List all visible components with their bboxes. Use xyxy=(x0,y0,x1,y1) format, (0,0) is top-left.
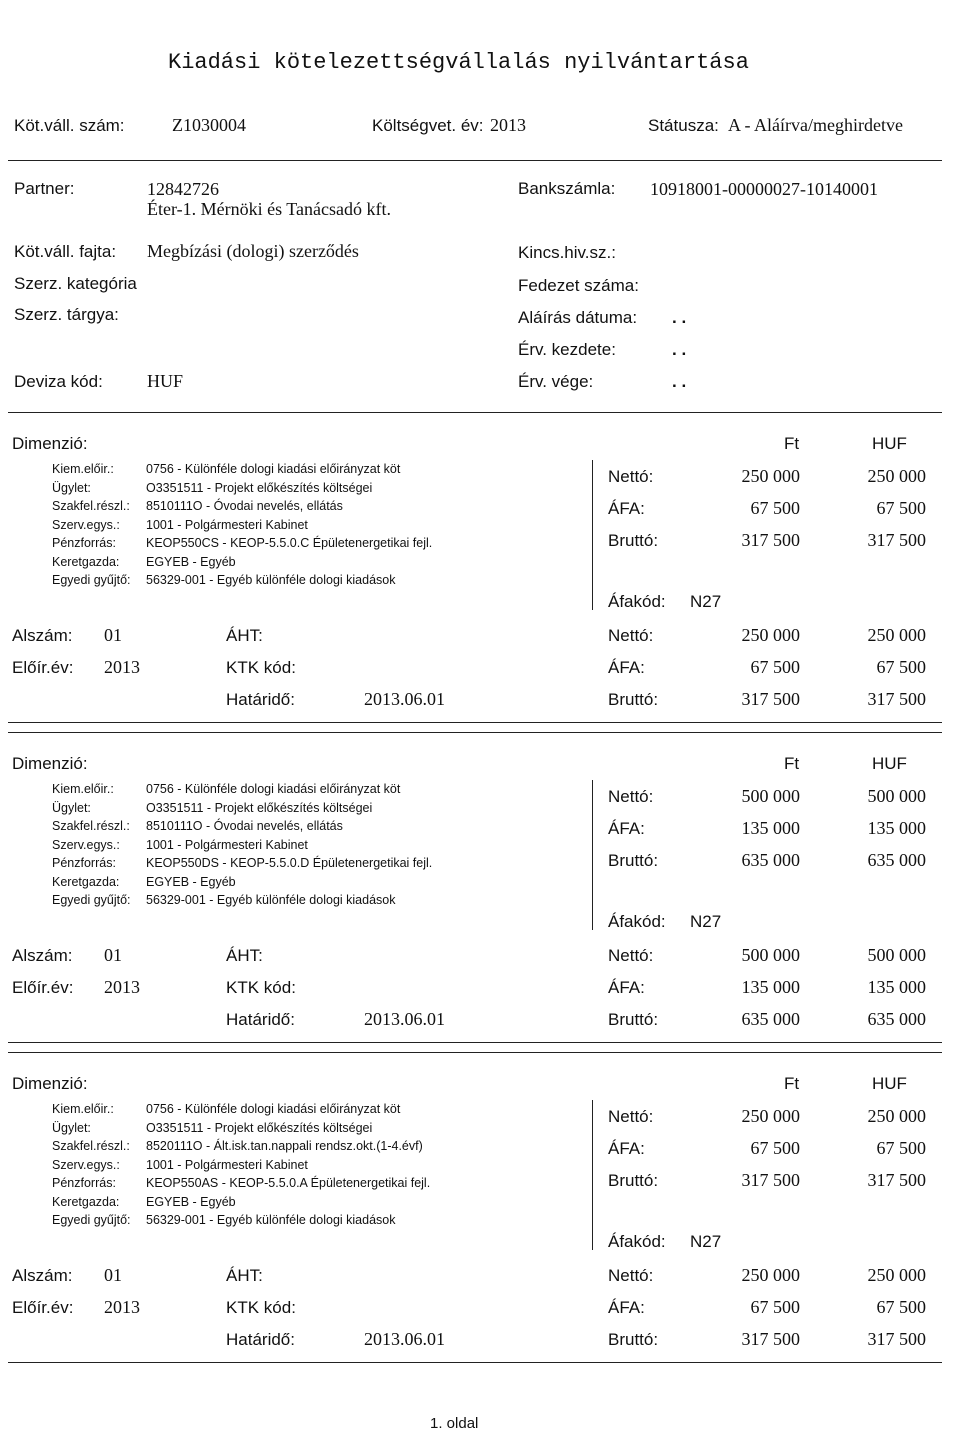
brutto2-huf-value: 317 500 xyxy=(867,689,926,709)
afakod-value: N27 xyxy=(690,592,722,611)
ft-column-header: Ft xyxy=(784,754,800,773)
bank-label: Bankszámla: xyxy=(518,179,616,198)
kezdete-value: . . xyxy=(672,340,687,359)
hatarido-label: Határidő: xyxy=(226,1330,295,1349)
kiem-label: Kiem.előir.: xyxy=(52,1102,114,1116)
section-bottom-divider xyxy=(8,1042,942,1043)
vege-value: . . xyxy=(672,372,687,391)
szakfel-value: 8520111O - Ált.isk.tan.nappali rendsz.okt.(1-4.évf) xyxy=(146,1139,423,1153)
alszam-label: Alszám: xyxy=(12,626,73,645)
szakfel-label: Szakfel.részl.: xyxy=(52,499,130,513)
section-top-divider xyxy=(8,732,942,733)
brutto-huf-value: 635 000 xyxy=(867,850,926,870)
ft-column-header: Ft xyxy=(784,1074,800,1093)
netto-label: Nettó: xyxy=(608,1107,654,1126)
targya-label: Szerz. tárgya: xyxy=(14,305,119,324)
fajta-label: Köt.váll. fajta: xyxy=(14,242,117,261)
netto-ft-value: 500 000 xyxy=(741,786,800,806)
partner-name: Éter-1. Mérnöki és Tanácsadó kft. xyxy=(147,199,391,219)
netto2-ft-value: 250 000 xyxy=(741,1265,800,1285)
szerv-value: 1001 - Polgármesteri Kabinet xyxy=(146,1157,308,1172)
ugylet-label: Ügylet: xyxy=(52,800,91,815)
kategoria-label: Szerz. kategória xyxy=(14,274,137,293)
kincs-label: Kincs.hiv.sz.: xyxy=(518,243,616,262)
netto2-label: Nettó: xyxy=(608,1266,654,1285)
afa2-ft-value: 67 500 xyxy=(750,1297,800,1317)
afakod-label: Áfakód: xyxy=(608,592,666,611)
egyedi-value: 56329-001 - Egyéb különféle dologi kiadások xyxy=(146,893,396,907)
penzforras-label: Pénzforrás: xyxy=(52,1176,116,1190)
egyedi-label: Egyedi gyűjtő: xyxy=(52,1213,131,1227)
afa2-label: ÁFA: xyxy=(608,978,645,997)
ugylet-label: Ügylet: xyxy=(52,1120,91,1135)
brutto-ft-value: 317 500 xyxy=(741,1170,800,1190)
page-number: 1. oldal xyxy=(430,1415,479,1432)
partner-code: 12842726 xyxy=(147,179,219,199)
szerv-value: 1001 - Polgármesteri Kabinet xyxy=(146,517,308,532)
szerv-label: Szerv.egys.: xyxy=(52,837,120,852)
hatarido-value: 2013.06.01 xyxy=(364,1329,445,1349)
totals-divider xyxy=(592,460,593,610)
section-top-divider xyxy=(8,1052,942,1053)
dimenzio-label: Dimenzió: xyxy=(12,754,88,773)
hatarido-value: 2013.06.01 xyxy=(364,689,445,709)
keretgazda-value: EGYEB - Egyéb xyxy=(146,874,236,889)
alszam-value: 01 xyxy=(104,1265,122,1285)
kiem-label: Kiem.előir.: xyxy=(52,782,114,796)
totals-divider xyxy=(592,780,593,930)
vege-label: Érv. vége: xyxy=(518,372,594,391)
afa-label: ÁFA: xyxy=(608,819,645,838)
netto-huf-value: 250 000 xyxy=(867,1106,926,1126)
deviza-label: Deviza kód: xyxy=(14,372,103,391)
koltsegvet-label: Költségvet. év: xyxy=(372,116,484,135)
afa2-ft-value: 135 000 xyxy=(741,977,800,997)
szerv-value: 1001 - Polgármesteri Kabinet xyxy=(146,837,308,852)
netto2-label: Nettó: xyxy=(608,946,654,965)
afakod-value: N27 xyxy=(690,1232,722,1251)
egyedi-label: Egyedi gyűjtő: xyxy=(52,893,131,907)
brutto2-label: Bruttó: xyxy=(608,690,659,709)
ft-column-header: Ft xyxy=(784,434,800,453)
netto2-huf-value: 250 000 xyxy=(867,1265,926,1285)
status-value: A - Aláírva/meghirdetve xyxy=(728,115,903,135)
hatarido-label: Határidő: xyxy=(226,1010,295,1029)
brutto-ft-value: 635 000 xyxy=(741,850,800,870)
afa-huf-value: 67 500 xyxy=(876,498,926,518)
afa2-label: ÁFA: xyxy=(608,658,645,677)
eloir-label: Előír.év: xyxy=(12,978,74,997)
netto2-huf-value: 250 000 xyxy=(867,625,926,645)
netto2-ft-value: 250 000 xyxy=(741,625,800,645)
afa2-ft-value: 67 500 xyxy=(750,657,800,677)
ktk-label: KTK kód: xyxy=(226,658,296,677)
szakfel-value: 8510111O - Óvodai nevelés, ellátás xyxy=(146,819,343,833)
hatarido-value: 2013.06.01 xyxy=(364,1009,445,1029)
alszam-label: Alszám: xyxy=(12,1266,73,1285)
aht-label: ÁHT: xyxy=(226,1266,263,1285)
fajta-value: Megbízási (dologi) szerződés xyxy=(147,241,359,261)
netto-huf-value: 500 000 xyxy=(867,786,926,806)
dimenzio-label: Dimenzió: xyxy=(12,1074,88,1093)
ktk-label: KTK kód: xyxy=(226,978,296,997)
aht-label: ÁHT: xyxy=(226,626,263,645)
hatarido-label: Határidő: xyxy=(226,690,295,709)
penzforras-label: Pénzforrás: xyxy=(52,856,116,870)
afa-ft-value: 67 500 xyxy=(750,1138,800,1158)
brutto2-huf-value: 635 000 xyxy=(867,1009,926,1029)
brutto-label: Bruttó: xyxy=(608,1171,659,1190)
kiem-value: 0756 - Különféle dologi kiadási előirányzat köt xyxy=(146,1102,401,1116)
eloir-value: 2013 xyxy=(104,977,140,997)
afa-huf-value: 67 500 xyxy=(876,1138,926,1158)
netto-label: Nettó: xyxy=(608,787,654,806)
szakfel-label: Szakfel.részl.: xyxy=(52,1139,130,1153)
afa-label: ÁFA: xyxy=(608,1139,645,1158)
afa-huf-value: 135 000 xyxy=(867,818,926,838)
afakod-label: Áfakód: xyxy=(608,912,666,931)
koltsegvet-value: 2013 xyxy=(490,115,526,135)
egyedi-label: Egyedi gyűjtő: xyxy=(52,573,131,587)
keretgazda-value: EGYEB - Egyéb xyxy=(146,1194,236,1209)
netto-label: Nettó: xyxy=(608,467,654,486)
afa-ft-value: 67 500 xyxy=(750,498,800,518)
bank-value: 10918001-00000027-10140001 xyxy=(650,179,878,199)
brutto-huf-value: 317 500 xyxy=(867,530,926,550)
alszam-label: Alszám: xyxy=(12,946,73,965)
kotvall-label: Köt.váll. szám: xyxy=(14,116,125,135)
brutto2-label: Bruttó: xyxy=(608,1330,659,1349)
netto-ft-value: 250 000 xyxy=(741,466,800,486)
section-bottom-divider xyxy=(8,722,942,723)
eloir-value: 2013 xyxy=(104,657,140,677)
brutto-label: Bruttó: xyxy=(608,851,659,870)
huf-column-header: HUF xyxy=(872,434,907,453)
kiem-value: 0756 - Különféle dologi kiadási előirányzat köt xyxy=(146,462,401,476)
szakfel-value: 8510111O - Óvodai nevelés, ellátás xyxy=(146,499,343,513)
keretgazda-label: Keretgazda: xyxy=(52,874,120,889)
ugylet-value: O3351511 - Projekt előkészítés költségei xyxy=(146,480,373,495)
szerv-label: Szerv.egys.: xyxy=(52,1157,120,1172)
netto2-huf-value: 500 000 xyxy=(867,945,926,965)
brutto-huf-value: 317 500 xyxy=(867,1170,926,1190)
page-title: Kiadási kötelezettségvállalás nyilvántartása xyxy=(168,50,749,75)
keretgazda-label: Keretgazda: xyxy=(52,1194,120,1209)
status-label: Státusza: xyxy=(648,116,719,135)
afa2-huf-value: 67 500 xyxy=(876,657,926,677)
kiem-value: 0756 - Különféle dologi kiadási előirányzat köt xyxy=(146,782,401,796)
keretgazda-value: EGYEB - Egyéb xyxy=(146,554,236,569)
section-bottom-divider xyxy=(8,1362,942,1363)
partner-label: Partner: xyxy=(14,179,75,198)
penzforras-label: Pénzforrás: xyxy=(52,536,116,550)
afa2-label: ÁFA: xyxy=(608,1298,645,1317)
ugylet-value: O3351511 - Projekt előkészítés költségei xyxy=(146,1120,373,1135)
eloir-label: Előír.év: xyxy=(12,658,74,677)
section-top-divider xyxy=(8,412,942,413)
eloir-label: Előír.év: xyxy=(12,1298,74,1317)
brutto-label: Bruttó: xyxy=(608,531,659,550)
netto2-ft-value: 500 000 xyxy=(741,945,800,965)
afakod-value: N27 xyxy=(690,912,722,931)
afa2-huf-value: 67 500 xyxy=(876,1297,926,1317)
kezdete-label: Érv. kezdete: xyxy=(518,340,616,359)
afa-label: ÁFA: xyxy=(608,499,645,518)
totals-divider xyxy=(592,1100,593,1250)
brutto2-ft-value: 317 500 xyxy=(741,1329,800,1349)
deviza-value: HUF xyxy=(147,371,184,391)
eloir-value: 2013 xyxy=(104,1297,140,1317)
alairas-value: . . xyxy=(672,308,687,327)
szakfel-label: Szakfel.részl.: xyxy=(52,819,130,833)
afa2-huf-value: 135 000 xyxy=(867,977,926,997)
fedezet-label: Fedezet száma: xyxy=(518,276,639,295)
brutto2-huf-value: 317 500 xyxy=(867,1329,926,1349)
brutto2-ft-value: 317 500 xyxy=(741,689,800,709)
egyedi-value: 56329-001 - Egyéb különféle dologi kiadások xyxy=(146,1213,396,1227)
keretgazda-label: Keretgazda: xyxy=(52,554,120,569)
dimenzio-label: Dimenzió: xyxy=(12,434,88,453)
alszam-value: 01 xyxy=(104,625,122,645)
afa-ft-value: 135 000 xyxy=(741,818,800,838)
brutto2-label: Bruttó: xyxy=(608,1010,659,1029)
alszam-value: 01 xyxy=(104,945,122,965)
kotvall-value: Z1030004 xyxy=(172,115,246,135)
brutto2-ft-value: 635 000 xyxy=(741,1009,800,1029)
kiem-label: Kiem.előir.: xyxy=(52,462,114,476)
aht-label: ÁHT: xyxy=(226,946,263,965)
huf-column-header: HUF xyxy=(872,754,907,773)
huf-column-header: HUF xyxy=(872,1074,907,1093)
ugylet-value: O3351511 - Projekt előkészítés költségei xyxy=(146,800,373,815)
netto2-label: Nettó: xyxy=(608,626,654,645)
ugylet-label: Ügylet: xyxy=(52,480,91,495)
penzforras-value: KEOP550DS - KEOP-5.5.0.D Épületenergetikai fejl. xyxy=(146,856,433,870)
alairas-label: Aláírás dátuma: xyxy=(518,308,638,327)
netto-ft-value: 250 000 xyxy=(741,1106,800,1126)
szerv-label: Szerv.egys.: xyxy=(52,517,120,532)
header-divider xyxy=(8,160,942,161)
penzforras-value: KEOP550AS - KEOP-5.5.0.A Épületenergetikai fejl. xyxy=(146,1176,431,1190)
egyedi-value: 56329-001 - Egyéb különféle dologi kiadások xyxy=(146,573,396,587)
brutto-ft-value: 317 500 xyxy=(741,530,800,550)
ktk-label: KTK kód: xyxy=(226,1298,296,1317)
netto-huf-value: 250 000 xyxy=(867,466,926,486)
penzforras-value: KEOP550CS - KEOP-5.5.0.C Épületenergetikai fejl. xyxy=(146,536,433,550)
afakod-label: Áfakód: xyxy=(608,1232,666,1251)
